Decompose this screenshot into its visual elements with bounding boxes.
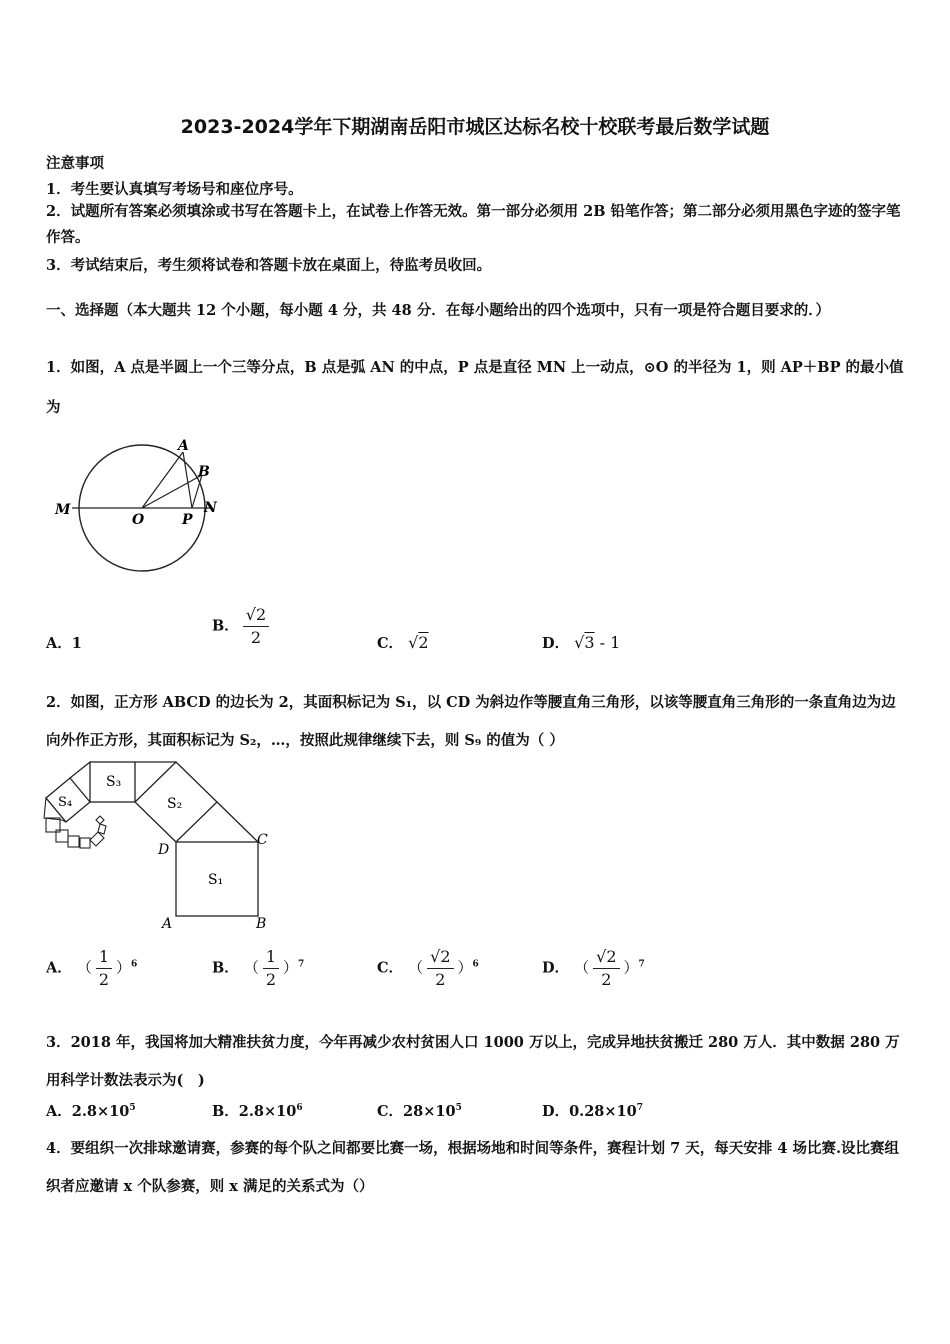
small-square <box>96 816 104 824</box>
option-letter: D． <box>542 959 570 977</box>
question-4-stem: 4．要组织一次排球邀请赛，参赛的每个队之间都要比赛一场，根据场地和时间等条件，赛程计划 7 天，每天安排 4 场比赛.设比赛组织者应邀请 x 个队参赛，则 x 满足的关系式为（） <box>46 1140 900 1195</box>
label-a: A <box>162 916 173 932</box>
triangle-edge <box>70 762 90 778</box>
q2-option-b[interactable]: B． （ $\frac{1}{2}$ ）$^7$ <box>212 947 305 989</box>
page-title: 2023-2024学年下期湖南岳阳市城区达标名校十校联考最后数学试题 <box>180 116 770 138</box>
q3-option-a[interactable]: A．$2.8\times 10^5$ <box>46 1103 136 1120</box>
option-letter: B． <box>212 959 239 977</box>
label-a: A <box>178 438 189 454</box>
option-letter: C． <box>377 635 404 652</box>
fraction: $\frac{√2}{2}$ <box>427 946 453 991</box>
q1-option-a[interactable] <box>46 632 82 653</box>
q1-option-b[interactable] <box>212 604 273 649</box>
radical: √2 <box>408 633 429 652</box>
label-b: B <box>256 916 267 932</box>
segment-ap <box>183 452 192 508</box>
fraction: $\frac{1}{2}$ <box>96 946 112 991</box>
option-letter: D． <box>542 1103 570 1120</box>
label-c: C <box>257 832 268 848</box>
option-letter: B． <box>212 1103 239 1120</box>
radical: √3 - 1 <box>574 633 621 652</box>
q2-squares-figure <box>40 758 280 933</box>
option-letter: C． <box>377 1103 404 1120</box>
question-2-stem: 2．如图，正方形 ABCD 的边长为 2，其面积标记为 S₁，以 CD 为斜边作等腰直角三角形，以该等腰直角三角形的一条直角边为边向外作正方形，其面积标记为 S₂，…，按照此规律继续下去，则 S₉ 的值为（ ） <box>46 694 896 749</box>
question-1-stem: 1．如图，A 点是半圆上一个三等分点，B 点是弧 AN 的中点，P 点是直径 MN 上一动点，⊙O 的半径为 1，则 AP＋BP 的最小值为 <box>46 359 904 416</box>
label-p: P <box>182 512 193 528</box>
q1-circle-figure <box>52 432 232 592</box>
label-b: B <box>198 464 210 480</box>
label-d: D <box>158 842 170 858</box>
notice-item: 2．试题所有答案必须填涂或书写在答题卡上，在试卷上作答无效。第一部分必须用 2B 铅笔作答；第二部分必须用黑色字迹的签字笔作答。 <box>46 203 901 246</box>
q3-option-d[interactable]: D．$0.28\times 10^7$ <box>542 1103 643 1120</box>
label-s1: S₁ <box>208 872 224 888</box>
segment-oa <box>142 452 183 508</box>
label-o: O <box>132 512 145 528</box>
q1-option-c[interactable] <box>377 632 429 653</box>
label-s4: S₄ <box>58 795 73 810</box>
square-s8 <box>68 836 79 847</box>
label-s2: S₂ <box>167 796 183 812</box>
label-m: M <box>55 502 71 518</box>
square-s9 <box>80 838 90 848</box>
option-value: 28×10 <box>403 1103 456 1120</box>
label-n: N <box>204 500 217 516</box>
label-s3: S₃ <box>106 774 122 790</box>
fraction: $\frac{√2}{2}$ <box>593 946 619 991</box>
fraction: $\frac{√2}{2}$ <box>243 604 269 649</box>
option-value: 0.28×10 <box>569 1103 637 1120</box>
q2-option-a[interactable]: A． （ $\frac{1}{2}$ ）$^6$ <box>46 947 138 989</box>
option-value: 2.8×10 <box>238 1103 297 1120</box>
small-square <box>98 824 106 834</box>
option-letter: A． <box>46 635 72 652</box>
option-letter: A． <box>46 1103 72 1120</box>
option-value: 1 <box>71 635 82 652</box>
q3-option-c[interactable]: C．$28\times 10^5$ <box>377 1103 462 1120</box>
q3-option-b[interactable]: B．$2.8\times 10^6$ <box>212 1103 303 1120</box>
notice-item: 3．考试结束后，考生须将试卷和答题卡放在桌面上，待监考员收回。 <box>46 257 492 274</box>
notice-heading: 注意事项 <box>46 155 104 172</box>
option-letter: A． <box>46 959 72 977</box>
triangle-edge <box>217 802 258 842</box>
option-letter: B． <box>212 617 239 635</box>
q1-option-d[interactable] <box>542 632 620 653</box>
option-letter: C． <box>377 959 404 977</box>
q2-option-c[interactable]: C． （ $\frac{√2}{2}$ ）$^6$ <box>377 947 479 989</box>
notice-item: 1．考生要认真填写考场号和座位序号。 <box>46 181 303 198</box>
option-letter: D． <box>542 635 570 652</box>
q2-option-d[interactable]: D． （ $\frac{√2}{2}$ ）$^7$ <box>542 947 645 989</box>
fraction: $\frac{1}{2}$ <box>263 946 279 991</box>
question-3-stem: 3．2018 年，我国将加大精准扶贫力度，今年再减少农村贫困人口 1000 万以上，完成异地扶贫搬迁 280 万人．其中数据 280 万用科学计数法表示为( ) <box>46 1034 900 1089</box>
small-square <box>90 832 104 846</box>
section-heading: 一、选择题（本大题共 12 个小题，每小题 4 分，共 48 分．在每小题给出的四个选项中，只有一项是符合题目要求的．） <box>46 302 830 319</box>
option-value: 2.8×10 <box>71 1103 130 1120</box>
